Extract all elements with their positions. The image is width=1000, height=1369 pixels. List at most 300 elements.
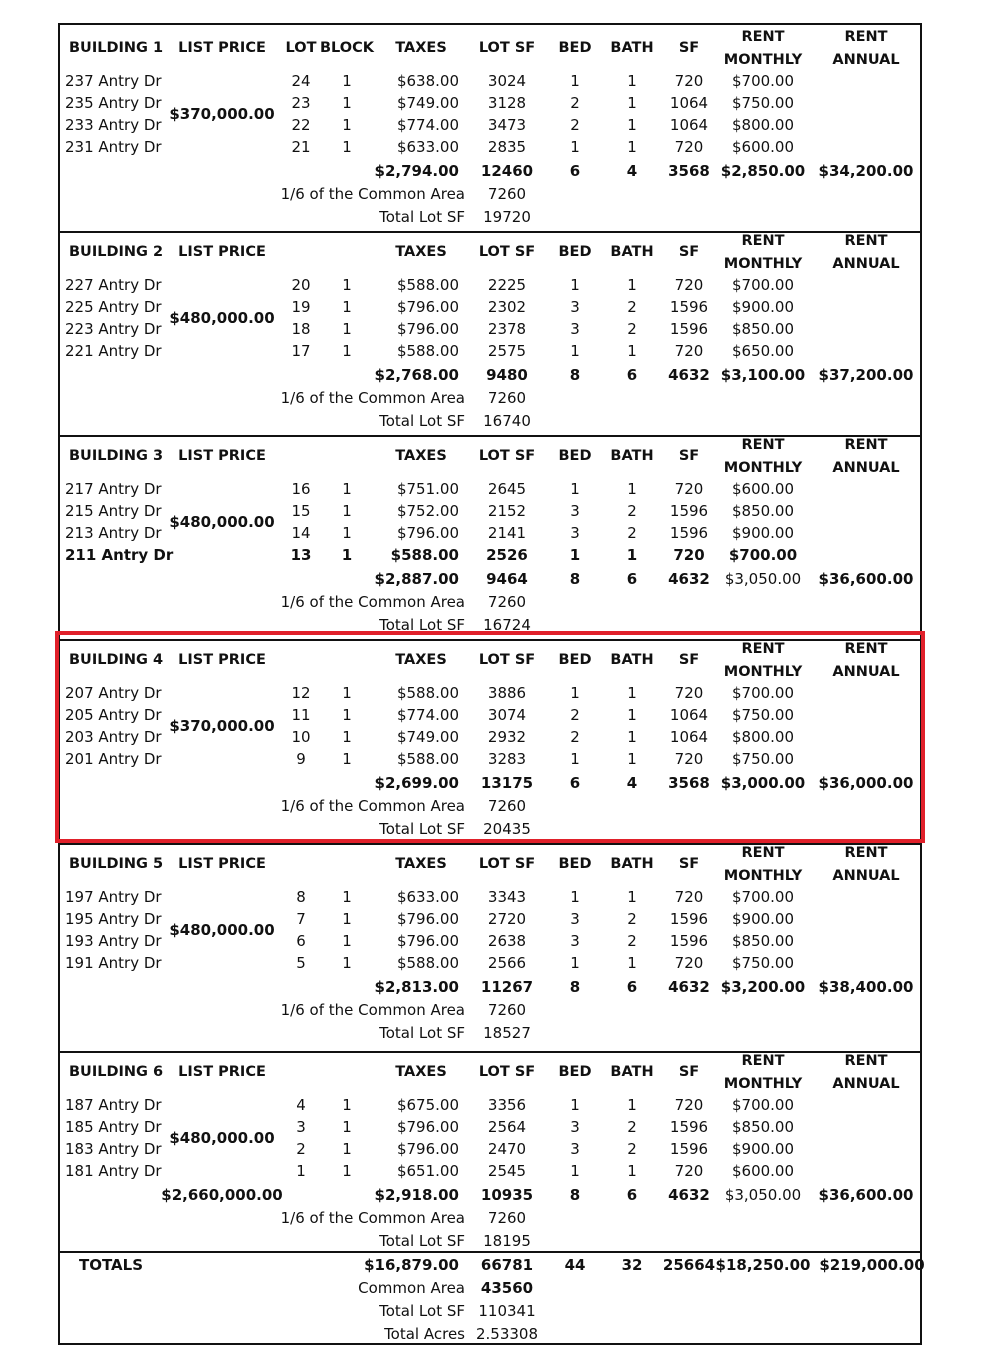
unit-lot: 20 — [291, 276, 311, 294]
header-bath: BATH — [610, 652, 654, 668]
header-rent-monthly-top: RENT — [741, 29, 785, 45]
header-lot: LOT — [285, 40, 317, 56]
unit-bed: 1 — [570, 1162, 580, 1180]
unit-taxes: $796.00 — [396, 910, 459, 928]
unit-address: 225 Antry Dr — [65, 298, 162, 316]
unit-lot: 18 — [291, 320, 311, 338]
header-bath: BATH — [610, 856, 654, 872]
unit-lot: 16 — [291, 480, 311, 498]
unit-sf: 1596 — [669, 298, 709, 316]
unit-lot: 14 — [291, 524, 311, 542]
unit-lot: 6 — [296, 932, 306, 950]
total-lot-sf-label: Total Lot SF — [379, 820, 465, 838]
unit-block: 1 — [342, 524, 352, 542]
common-area-label: 1/6 of the Common Area — [280, 593, 465, 611]
subtotal-rent-annual: $36,000.00 — [818, 774, 914, 792]
building-name: BUILDING 3 — [69, 448, 164, 464]
section-divider — [58, 843, 922, 845]
unit-taxes: $633.00 — [396, 138, 459, 156]
unit-sf: 1596 — [669, 1118, 709, 1136]
unit-lot-sf: 2835 — [487, 138, 527, 156]
unit-bath: 1 — [627, 276, 637, 294]
unit-lot: 22 — [291, 116, 311, 134]
unit-block: 1 — [342, 750, 352, 768]
totals-common-area-label: Common Area — [358, 1279, 465, 1297]
header-sf: SF — [678, 448, 700, 464]
unit-bath: 1 — [627, 1096, 637, 1114]
unit-taxes: $796.00 — [396, 524, 459, 542]
unit-bed: 1 — [570, 750, 580, 768]
unit-bed: 1 — [570, 480, 580, 498]
unit-address: 191 Antry Dr — [65, 954, 162, 972]
total-lot-sf-label: Total Lot SF — [379, 208, 465, 226]
unit-rent-monthly: $850.00 — [731, 502, 795, 520]
unit-rent-monthly: $750.00 — [731, 750, 795, 768]
header-rent-monthly-top: RENT — [741, 845, 785, 861]
unit-block: 1 — [342, 684, 352, 702]
unit-lot: 11 — [291, 706, 311, 724]
section-divider — [58, 639, 922, 641]
unit-address: 213 Antry Dr — [65, 524, 162, 542]
subtotal-rent-annual: $34,200.00 — [818, 162, 914, 180]
subtotal-lot-sf: 9480 — [486, 366, 528, 384]
unit-bath: 1 — [627, 480, 637, 498]
unit-address: 211 Antry Dr — [65, 546, 174, 564]
unit-lot-sf: 3356 — [487, 1096, 527, 1114]
subtotal-rent-monthly: $3,100.00 — [720, 366, 806, 384]
unit-sf: 720 — [674, 1162, 704, 1180]
unit-rent-monthly: $900.00 — [731, 910, 795, 928]
building-name: BUILDING 1 — [69, 40, 164, 56]
unit-sf: 720 — [673, 546, 705, 564]
unit-lot-sf: 3283 — [487, 750, 527, 768]
unit-lot-sf: 2638 — [487, 932, 527, 950]
unit-address: 233 Antry Dr — [65, 116, 162, 134]
header-sf: SF — [678, 856, 700, 872]
unit-taxes: $774.00 — [396, 116, 459, 134]
unit-sf: 1064 — [669, 706, 709, 724]
unit-block: 1 — [342, 480, 352, 498]
unit-taxes: $751.00 — [396, 480, 459, 498]
unit-rent-monthly: $800.00 — [731, 116, 795, 134]
unit-block: 1 — [342, 116, 352, 134]
unit-taxes: $774.00 — [396, 706, 459, 724]
subtotal-rent-monthly: $3,050.00 — [724, 570, 802, 588]
unit-lot-sf: 3074 — [487, 706, 527, 724]
unit-lot: 3 — [296, 1118, 306, 1136]
unit-address: 227 Antry Dr — [65, 276, 162, 294]
unit-lot-sf: 3473 — [487, 116, 527, 134]
list-price: $480,000.00 — [169, 921, 275, 939]
unit-block: 1 — [342, 910, 352, 928]
unit-block: 1 — [342, 1140, 352, 1158]
subtotal-sf: 4632 — [668, 978, 710, 996]
unit-taxes: $588.00 — [396, 684, 459, 702]
unit-address: 231 Antry Dr — [65, 138, 162, 156]
subtotal-bath: 4 — [626, 774, 638, 792]
total-lot-sf-value: 16740 — [483, 412, 531, 430]
unit-rent-monthly: $900.00 — [731, 1140, 795, 1158]
unit-rent-monthly: $700.00 — [731, 684, 795, 702]
unit-address: 195 Antry Dr — [65, 910, 162, 928]
subtotal-bath: 6 — [626, 1186, 638, 1204]
unit-taxes: $752.00 — [396, 502, 459, 520]
header-taxes: TAXES — [395, 40, 447, 56]
unit-lot: 2 — [296, 1140, 306, 1158]
unit-taxes: $796.00 — [396, 932, 459, 950]
totals-rent-annual: $219,000.00 — [819, 1256, 925, 1274]
unit-sf: 720 — [674, 72, 704, 90]
subtotal-rent-monthly: $2,850.00 — [720, 162, 806, 180]
unit-block: 1 — [342, 728, 352, 746]
unit-taxes: $651.00 — [396, 1162, 459, 1180]
subtotal-taxes: $2,918.00 — [374, 1186, 459, 1204]
unit-address: 205 Antry Dr — [65, 706, 162, 724]
unit-bed: 1 — [570, 954, 580, 972]
unit-address: 221 Antry Dr — [65, 342, 162, 360]
unit-lot: 24 — [291, 72, 311, 90]
unit-rent-monthly: $750.00 — [731, 954, 795, 972]
subtotal-rent-annual: $36,600.00 — [818, 1186, 914, 1204]
subtotal-rent-annual: $37,200.00 — [818, 366, 914, 384]
list-price: $370,000.00 — [169, 717, 275, 735]
unit-bath: 1 — [627, 342, 637, 360]
unit-bed: 3 — [570, 932, 580, 950]
unit-sf: 1064 — [669, 94, 709, 112]
subtotal-taxes: $2,794.00 — [374, 162, 459, 180]
total-lot-sf-value: 20435 — [483, 820, 531, 838]
unit-sf: 720 — [674, 480, 704, 498]
unit-rent-monthly: $700.00 — [731, 888, 795, 906]
header-taxes: TAXES — [395, 856, 447, 872]
unit-bath: 2 — [627, 1140, 637, 1158]
unit-rent-monthly: $600.00 — [731, 138, 795, 156]
unit-bath: 1 — [627, 706, 637, 724]
unit-block: 1 — [342, 320, 352, 338]
subtotal-taxes: $2,887.00 — [374, 570, 459, 588]
unit-taxes: $796.00 — [396, 298, 459, 316]
header-rent-annual-top: RENT — [844, 437, 888, 453]
header-rent-annual-top: RENT — [844, 641, 888, 657]
unit-lot: 4 — [296, 1096, 306, 1114]
unit-bath: 2 — [627, 502, 637, 520]
unit-bed: 1 — [570, 1096, 580, 1114]
totals-bed: 44 — [564, 1256, 586, 1274]
unit-sf: 1596 — [669, 320, 709, 338]
header-bed: BED — [558, 40, 592, 56]
unit-lot-sf: 2545 — [487, 1162, 527, 1180]
unit-sf: 1064 — [669, 728, 709, 746]
totals-lot-sf: 66781 — [480, 1256, 534, 1274]
unit-rent-monthly: $750.00 — [731, 706, 795, 724]
totals-lot-sf-value: 110341 — [478, 1302, 536, 1320]
totals-lot-sf-label: Total Lot SF — [379, 1302, 465, 1320]
unit-lot-sf: 3343 — [487, 888, 527, 906]
portfolio-list-total: $2,660,000.00 — [161, 1186, 283, 1204]
unit-bath: 1 — [627, 750, 637, 768]
header-annual: ANNUAL — [832, 868, 900, 884]
unit-lot: 9 — [296, 750, 306, 768]
unit-block: 1 — [342, 72, 352, 90]
unit-block: 1 — [342, 932, 352, 950]
unit-bed: 3 — [570, 1140, 580, 1158]
common-area-value: 7260 — [487, 1001, 527, 1019]
header-monthly: MONTHLY — [723, 52, 803, 68]
unit-lot-sf: 2526 — [486, 546, 528, 564]
header-list-price: LIST PRICE — [178, 856, 266, 872]
unit-bath: 2 — [627, 524, 637, 542]
header-annual: ANNUAL — [832, 256, 900, 272]
subtotal-rent-monthly: $3,050.00 — [724, 1186, 802, 1204]
header-sf: SF — [678, 1064, 700, 1080]
common-area-label: 1/6 of the Common Area — [280, 1001, 465, 1019]
subtotal-sf: 4632 — [668, 1186, 710, 1204]
header-bath: BATH — [610, 448, 654, 464]
unit-lot-sf: 2302 — [487, 298, 527, 316]
unit-sf: 720 — [674, 1096, 704, 1114]
subtotal-bath: 6 — [626, 570, 638, 588]
unit-sf: 1596 — [669, 932, 709, 950]
header-block: BLOCK — [320, 40, 374, 56]
subtotal-lot-sf: 12460 — [480, 162, 534, 180]
unit-block: 1 — [342, 276, 352, 294]
common-area-value: 7260 — [487, 1209, 527, 1227]
unit-bed: 1 — [569, 546, 581, 564]
unit-bath: 1 — [627, 116, 637, 134]
unit-rent-monthly: $600.00 — [731, 480, 795, 498]
unit-rent-monthly: $700.00 — [731, 1096, 795, 1114]
common-area-value: 7260 — [487, 389, 527, 407]
unit-lot: 1 — [296, 1162, 306, 1180]
unit-lot: 19 — [291, 298, 311, 316]
unit-address: 201 Antry Dr — [65, 750, 162, 768]
unit-block: 1 — [342, 1162, 352, 1180]
unit-rent-monthly: $900.00 — [731, 298, 795, 316]
building-name: BUILDING 2 — [69, 244, 164, 260]
unit-bath: 2 — [627, 932, 637, 950]
unit-sf: 720 — [674, 684, 704, 702]
unit-bath: 2 — [627, 320, 637, 338]
unit-taxes: $749.00 — [396, 94, 459, 112]
header-lot-sf: LOT SF — [478, 244, 536, 260]
unit-rent-monthly: $700.00 — [731, 276, 795, 294]
header-rent-monthly-top: RENT — [741, 437, 785, 453]
unit-taxes: $633.00 — [396, 888, 459, 906]
unit-bed: 3 — [570, 320, 580, 338]
common-area-value: 7260 — [487, 593, 527, 611]
header-list-price: LIST PRICE — [178, 652, 266, 668]
unit-lot-sf: 2566 — [487, 954, 527, 972]
unit-sf: 1064 — [669, 116, 709, 134]
totals-taxes: $16,879.00 — [364, 1256, 459, 1274]
unit-block: 1 — [341, 546, 353, 564]
subtotal-lot-sf: 10935 — [480, 1186, 534, 1204]
header-bath: BATH — [610, 40, 654, 56]
unit-lot-sf: 3886 — [487, 684, 527, 702]
unit-lot-sf: 2564 — [487, 1118, 527, 1136]
unit-block: 1 — [342, 298, 352, 316]
unit-lot-sf: 2152 — [487, 502, 527, 520]
unit-bath: 1 — [627, 1162, 637, 1180]
unit-lot: 5 — [296, 954, 306, 972]
unit-address: 207 Antry Dr — [65, 684, 162, 702]
unit-bed: 3 — [570, 502, 580, 520]
subtotal-rent-monthly: $3,000.00 — [720, 774, 806, 792]
list-price: $370,000.00 — [169, 105, 275, 123]
unit-sf: 1596 — [669, 524, 709, 542]
unit-block: 1 — [342, 888, 352, 906]
subtotal-lot-sf: 13175 — [480, 774, 534, 792]
unit-bed: 1 — [570, 276, 580, 294]
unit-bed: 1 — [570, 138, 580, 156]
subtotal-rent-annual: $38,400.00 — [818, 978, 914, 996]
unit-bath: 2 — [627, 1118, 637, 1136]
unit-bed: 2 — [570, 706, 580, 724]
totals-bath: 32 — [621, 1256, 643, 1274]
list-price: $480,000.00 — [169, 309, 275, 327]
header-lot-sf: LOT SF — [478, 652, 536, 668]
unit-bed: 1 — [570, 72, 580, 90]
header-bed: BED — [558, 244, 592, 260]
header-monthly: MONTHLY — [723, 664, 803, 680]
section-divider — [58, 231, 922, 233]
unit-address: 187 Antry Dr — [65, 1096, 162, 1114]
header-monthly: MONTHLY — [723, 868, 803, 884]
header-list-price: LIST PRICE — [178, 40, 266, 56]
unit-bath: 1 — [627, 954, 637, 972]
common-area-value: 7260 — [487, 185, 527, 203]
unit-bed: 1 — [570, 888, 580, 906]
unit-taxes: $588.00 — [396, 342, 459, 360]
total-lot-sf-value: 19720 — [483, 208, 531, 226]
subtotal-bath: 6 — [626, 978, 638, 996]
unit-lot: 8 — [296, 888, 306, 906]
subtotal-bed: 8 — [569, 570, 581, 588]
unit-sf: 720 — [674, 954, 704, 972]
common-area-label: 1/6 of the Common Area — [280, 797, 465, 815]
unit-address: 235 Antry Dr — [65, 94, 162, 112]
header-rent-annual-top: RENT — [844, 1053, 888, 1069]
subtotal-bed: 6 — [569, 162, 581, 180]
totals-common-area-value: 43560 — [480, 1279, 534, 1297]
unit-lot: 7 — [296, 910, 306, 928]
unit-sf: 1596 — [669, 910, 709, 928]
unit-taxes: $588.00 — [390, 546, 459, 564]
unit-bath: 1 — [627, 888, 637, 906]
unit-block: 1 — [342, 342, 352, 360]
unit-block: 1 — [342, 94, 352, 112]
unit-lot: 13 — [290, 546, 312, 564]
unit-bed: 3 — [570, 910, 580, 928]
subtotal-bed: 8 — [569, 366, 581, 384]
header-monthly: MONTHLY — [723, 256, 803, 272]
unit-bath: 1 — [627, 684, 637, 702]
common-area-value: 7260 — [487, 797, 527, 815]
section-divider — [58, 435, 922, 437]
unit-taxes: $588.00 — [396, 954, 459, 972]
section-divider — [58, 1051, 922, 1053]
unit-bed: 2 — [570, 728, 580, 746]
unit-sf: 1596 — [669, 1140, 709, 1158]
header-lot-sf: LOT SF — [478, 856, 536, 872]
header-taxes: TAXES — [395, 244, 447, 260]
subtotal-sf: 4632 — [668, 570, 710, 588]
unit-lot: 21 — [291, 138, 311, 156]
unit-address: 185 Antry Dr — [65, 1118, 162, 1136]
unit-bed: 2 — [570, 94, 580, 112]
unit-lot-sf: 2720 — [487, 910, 527, 928]
unit-sf: 720 — [674, 276, 704, 294]
unit-taxes: $749.00 — [396, 728, 459, 746]
building-name: BUILDING 6 — [69, 1064, 164, 1080]
unit-block: 1 — [342, 1118, 352, 1136]
unit-bed: 1 — [570, 684, 580, 702]
list-price: $480,000.00 — [169, 1129, 275, 1147]
header-rent-monthly-top: RENT — [741, 641, 785, 657]
unit-lot: 15 — [291, 502, 311, 520]
header-bath: BATH — [610, 244, 654, 260]
header-sf: SF — [678, 652, 700, 668]
common-area-label: 1/6 of the Common Area — [280, 185, 465, 203]
header-rent-monthly-top: RENT — [741, 1053, 785, 1069]
subtotal-bed: 8 — [569, 1186, 581, 1204]
unit-taxes: $588.00 — [396, 276, 459, 294]
header-taxes: TAXES — [395, 652, 447, 668]
totals-rent-monthly: $18,250.00 — [715, 1256, 811, 1274]
unit-block: 1 — [342, 954, 352, 972]
subtotal-taxes: $2,813.00 — [374, 978, 459, 996]
unit-address: 181 Antry Dr — [65, 1162, 162, 1180]
header-rent-annual-top: RENT — [844, 845, 888, 861]
header-lot-sf: LOT SF — [478, 1064, 536, 1080]
unit-address: 183 Antry Dr — [65, 1140, 162, 1158]
header-monthly: MONTHLY — [723, 1076, 803, 1092]
unit-rent-monthly: $900.00 — [731, 524, 795, 542]
totals-divider — [58, 1251, 922, 1253]
header-lot-sf: LOT SF — [478, 40, 536, 56]
total-lot-sf-value: 18195 — [483, 1232, 531, 1250]
common-area-label: 1/6 of the Common Area — [280, 1209, 465, 1227]
header-bath: BATH — [610, 1064, 654, 1080]
unit-block: 1 — [342, 706, 352, 724]
header-taxes: TAXES — [395, 1064, 447, 1080]
common-area-label: 1/6 of the Common Area — [280, 389, 465, 407]
subtotal-sf: 3568 — [668, 162, 710, 180]
unit-lot: 12 — [291, 684, 311, 702]
totals-acres-label: Total Acres — [384, 1325, 465, 1343]
unit-bed: 1 — [570, 342, 580, 360]
header-annual: ANNUAL — [832, 460, 900, 476]
total-lot-sf-label: Total Lot SF — [379, 412, 465, 430]
unit-lot-sf: 2932 — [487, 728, 527, 746]
unit-rent-monthly: $850.00 — [731, 932, 795, 950]
total-lot-sf-label: Total Lot SF — [379, 1024, 465, 1042]
unit-bath: 2 — [627, 298, 637, 316]
header-bed: BED — [558, 448, 592, 464]
subtotal-taxes: $2,768.00 — [374, 366, 459, 384]
list-price: $480,000.00 — [169, 513, 275, 531]
unit-address: 237 Antry Dr — [65, 72, 162, 90]
header-bed: BED — [558, 1064, 592, 1080]
unit-rent-monthly: $700.00 — [728, 546, 798, 564]
unit-address: 217 Antry Dr — [65, 480, 162, 498]
unit-address: 203 Antry Dr — [65, 728, 162, 746]
header-taxes: TAXES — [395, 448, 447, 464]
unit-block: 1 — [342, 138, 352, 156]
building-name: BUILDING 5 — [69, 856, 164, 872]
unit-lot-sf: 3024 — [487, 72, 527, 90]
unit-lot-sf: 2225 — [487, 276, 527, 294]
